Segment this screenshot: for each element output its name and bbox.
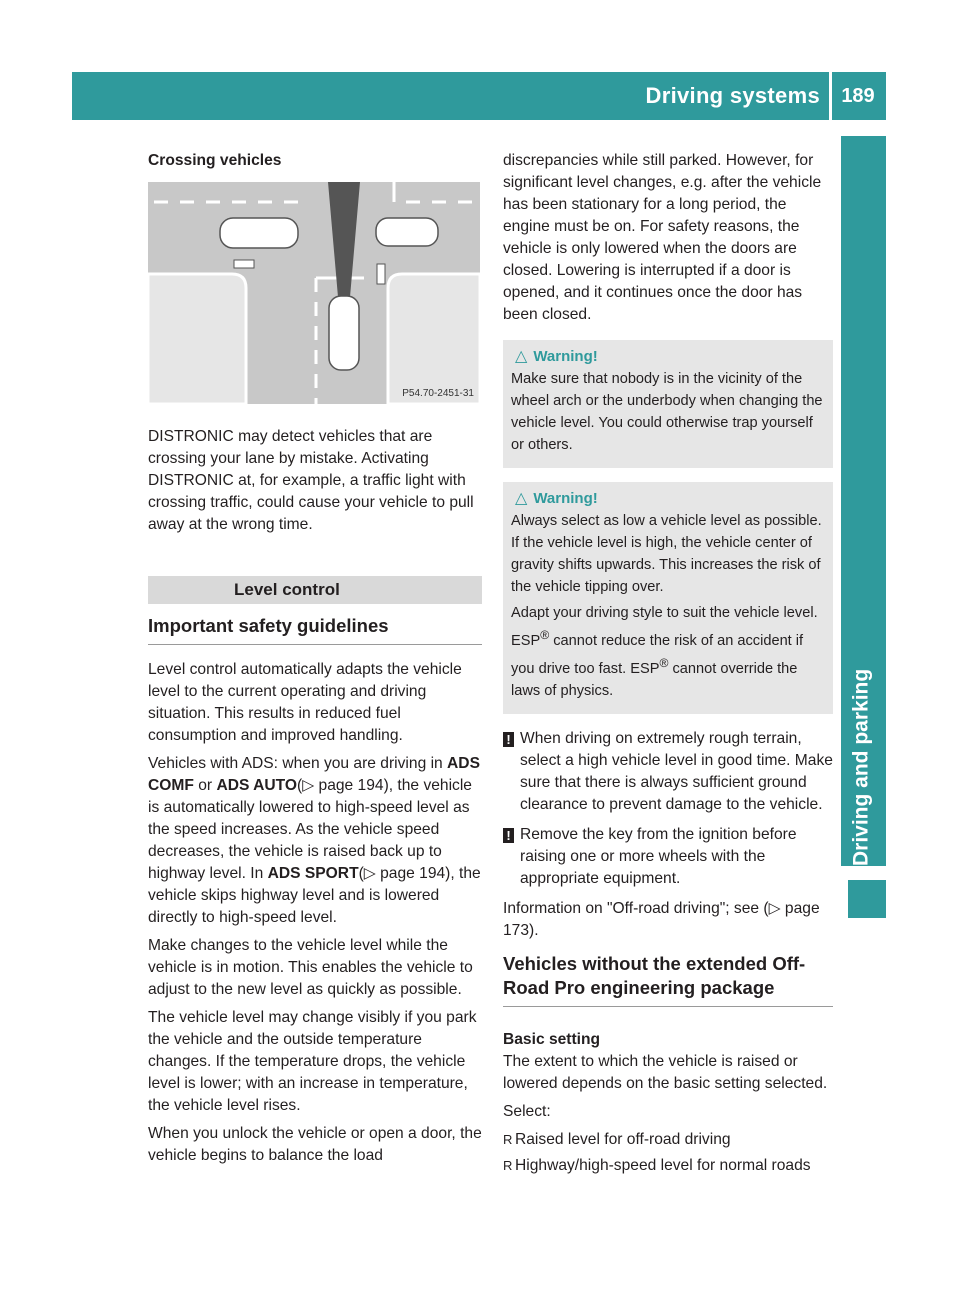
distronic-paragraph: DISTRONIC may detect vehicles that are crossing your lane by mistake. Activating DISTRONIC at, for example, a traffic light with crossing traffic, could cause your vehicle to pull away at the wrong time. [148,428,474,533]
warning-title: △ Warning! [515,490,598,507]
chapter-tab-marker [848,880,886,918]
crossing-vehicles-heading: Crossing vehicles [148,152,282,169]
warning-triangle-icon: △ [515,348,528,365]
header-bar [72,72,886,120]
offroad-reference: Information on "Off-road driving"; see (▷ page 173). [503,899,820,939]
warning-box-1 [503,340,833,468]
header-separator [829,72,832,120]
basic-setting-heading: Basic setting [503,1030,601,1048]
warning-triangle-icon: △ [515,490,528,507]
level-control-intro: Level control automatically adapts the vehicle level to the current operating and driving situation. This results in reduced fuel consumption and improved handling. [148,661,462,744]
right-column [503,150,833,1181]
warning-text: Adapt your driving style to suit the vehicle level. ESP® cannot reduce the risk of an accident if you drive too fast. ESP® cannot override the laws of physics. [511,605,818,699]
figure-traffic-light [377,264,385,284]
warning-title: △ Warning! [515,348,598,365]
figure-code: P54.70-2451-31 [402,388,474,399]
safety-guidelines-heading: Important safety guidelines [148,614,482,645]
crossing-vehicles-illustration [148,182,480,404]
warning-text: Always select as low a vehicle level as possible. If the vehicle level is high, the vehicle center of gravity shifts upwards. This increases the risk of the vehicle tipping over. [511,513,822,595]
warning-box-2 [503,482,833,714]
figure-traffic-light [234,260,254,268]
chapter-tab-label: Driving and parking [849,668,873,866]
page-number: 189 [841,85,875,107]
motion-paragraph: Make changes to the vehicle level while the vehicle is in motion. This enables the vehicle to adjust to the new level as quickly as possible. [148,937,473,998]
running-head-title: Driving systems [645,83,820,108]
figure-sidewalk-left [148,274,246,404]
warning-text: Make sure that nobody is in the vicinity of the wheel arch or the underbody when changing the vehicle level. You could otherwise trap yourself or others. [511,371,823,453]
figure-crossing-car-right [376,218,438,246]
figure-own-vehicle [329,296,359,370]
figure-sidewalk-right [388,274,480,404]
basic-setting-text: The extent to which the vehicle is raised or lowered depends on the basic setting selected. [503,1052,828,1092]
left-column [148,150,482,1173]
list-item: R Highway/high-speed level for normal roads [503,1155,833,1177]
note-rough-terrain: ! When driving on extremely rough terrain, select a high vehicle level in good time. Make sure that there is always sufficient ground clearance to prevent damage to the vehicle. [503,728,833,816]
balance-paragraph: discrepancies while still parked. However, for significant level changes, e.g. after the vehicle has been stationary for a long period, the engine must be on. For safety reasons, the vehicle is only lowered when the doors are closed. Lowering is interrupted if a door is opened, and it continues once the door has been closed. [503,152,822,323]
exclamation-icon: ! [503,828,514,843]
figure-crossing-car-left [220,218,298,248]
note-remove-key: ! Remove the key from the ignition before raising one or more wheels with the appropriate equipment. [503,824,833,890]
unlock-paragraph: When you unlock the vehicle or open a door, the vehicle begins to balance the load [148,1125,482,1164]
list-item: R Raised level for off-road driving [503,1129,833,1151]
offroad-package-heading: Vehicles without the extended Off-Road Pro engineering package [503,952,833,1007]
level-control-section-heading: Level control [148,576,482,604]
exclamation-icon: ! [503,732,514,747]
ads-paragraph: Vehicles with ADS: when you are driving in ADS COMF or ADS AUTO(▷ page 194), the vehicle is automatically lowered to high-speed level as the speed increases. As the vehicle speed decreases, the vehicle is raised back up to highway level. In ADS SPORT(▷ page 194), the vehicle skips highway level and is lowered directly to high-speed level. [148,755,481,926]
temperature-paragraph: The vehicle level may change visibly if you park the vehicle and the outside temperature changes. If the temperature drops, the vehicle level is lower; with an increase in temperature, the vehicle level rises. [148,1009,477,1114]
select-label: Select: [503,1102,551,1120]
